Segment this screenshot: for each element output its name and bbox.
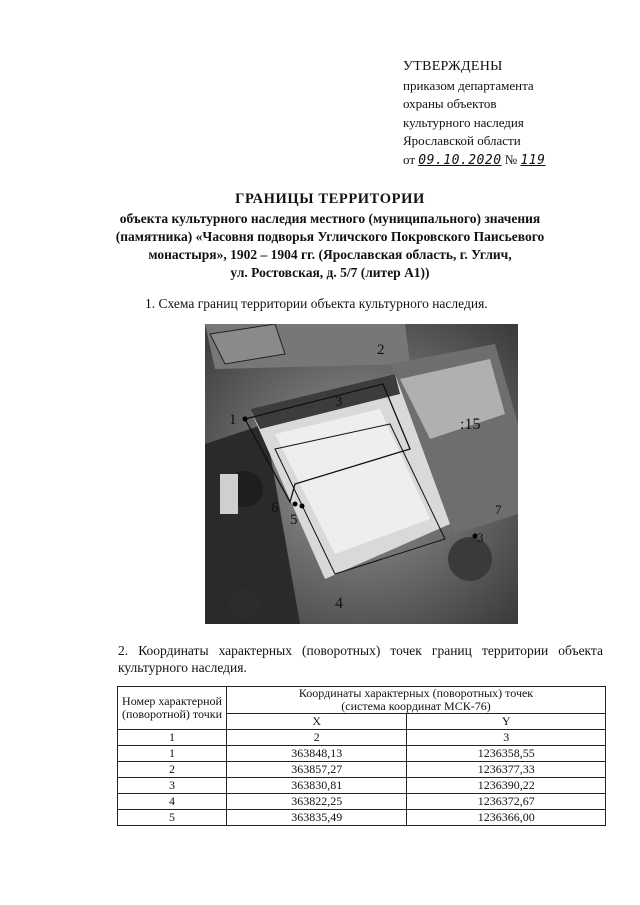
coordinates-table	[117, 686, 606, 826]
column-number: 2	[227, 730, 407, 746]
document-heading	[70, 190, 590, 282]
scheme-label-3: 3	[335, 394, 343, 410]
small-structure	[220, 474, 238, 514]
heading-line: объекта культурного наследия местного (муниципального) значения	[119, 211, 541, 226]
x-cell: 363830,81	[227, 778, 407, 794]
x-cell: 363835,49	[227, 810, 407, 826]
heading-line: монастыря», 1902 – 1904 гг. (Ярославская область, г. Углич,	[148, 247, 512, 262]
heading-line: (памятника) «Часовня подворья Угличского Покровского Паисьевого	[115, 229, 545, 244]
number-sign: №	[504, 151, 518, 167]
section-1-title: 1. Схема границ территории объекта культурного наследия.	[145, 296, 488, 311]
y-cell: 1236372,67	[407, 794, 606, 810]
x-header: X	[227, 714, 407, 730]
handwritten-date: 09.10.2020	[418, 152, 502, 168]
scheme-label-2: 2	[377, 342, 385, 358]
approval-line: охраны объектов	[403, 96, 497, 111]
handwritten-number: 119	[520, 152, 546, 168]
point-cell: 4	[118, 794, 227, 810]
table-row	[118, 746, 606, 762]
boundary-point-5	[293, 502, 298, 507]
table-row	[118, 762, 606, 778]
scheme-label-15: :15	[460, 416, 481, 433]
tree	[219, 510, 247, 538]
scheme-label-5: 5	[290, 512, 298, 528]
x-cell: 363822,25	[227, 794, 407, 810]
scheme-svg	[205, 324, 518, 624]
tree	[229, 588, 261, 620]
date-prefix: от	[403, 151, 416, 167]
heading-line: ул. Ростовская, д. 5/7 (литер А1))	[230, 265, 430, 280]
y-header: Y	[407, 714, 606, 730]
approval-line: Ярославской области	[403, 133, 521, 148]
section-2-title: 2. Координаты характерных (поворотных) точек границ территории объекта культурного наследия.	[118, 643, 603, 675]
y-cell: 1236366,00	[407, 810, 606, 826]
y-cell: 1236358,55	[407, 746, 606, 762]
point-number-header: Номер характерной (поворотной) точки	[118, 687, 227, 730]
table-row	[118, 810, 606, 826]
table-header-row	[118, 687, 606, 714]
tree	[448, 537, 492, 581]
scheme-label-1: 1	[229, 412, 237, 428]
table-numbering-row	[118, 730, 606, 746]
boundary-scheme-image	[205, 324, 518, 624]
heading-title: ГРАНИЦЫ ТЕРРИТОРИИ	[235, 191, 425, 207]
approval-title: УТВЕРЖДЕНЫ	[403, 59, 503, 74]
coordinates-header-line: Координаты характерных (поворотных) точек	[298, 686, 534, 700]
point-cell: 1	[118, 746, 227, 762]
y-cell: 1236377,33	[407, 762, 606, 778]
scheme-label-6: 6	[271, 500, 279, 516]
approval-line: приказом департамента	[403, 77, 534, 93]
table-row	[118, 794, 606, 810]
scheme-label-7: 7	[495, 502, 502, 517]
x-cell: 363857,27	[227, 762, 407, 778]
approval-date-line	[403, 151, 633, 171]
table-row	[118, 778, 606, 794]
point-cell: 5	[118, 810, 227, 826]
point-cell: 3	[118, 778, 227, 794]
x-cell: 363848,13	[227, 746, 407, 762]
boundary-point-6	[300, 504, 305, 509]
point-cell: 2	[118, 762, 227, 778]
column-number: 3	[407, 730, 606, 746]
boundary-point-1	[243, 417, 248, 422]
coordinates-header	[227, 687, 606, 714]
scheme-label-extra: 3	[477, 530, 484, 545]
coordinates-header-line: (система координат МСК-76)	[341, 699, 491, 713]
column-number: 1	[118, 730, 227, 746]
scheme-label-4: 4	[335, 595, 343, 612]
approval-block	[403, 58, 633, 170]
y-cell: 1236390,22	[407, 778, 606, 794]
approval-line: культурного наследия	[403, 114, 524, 130]
